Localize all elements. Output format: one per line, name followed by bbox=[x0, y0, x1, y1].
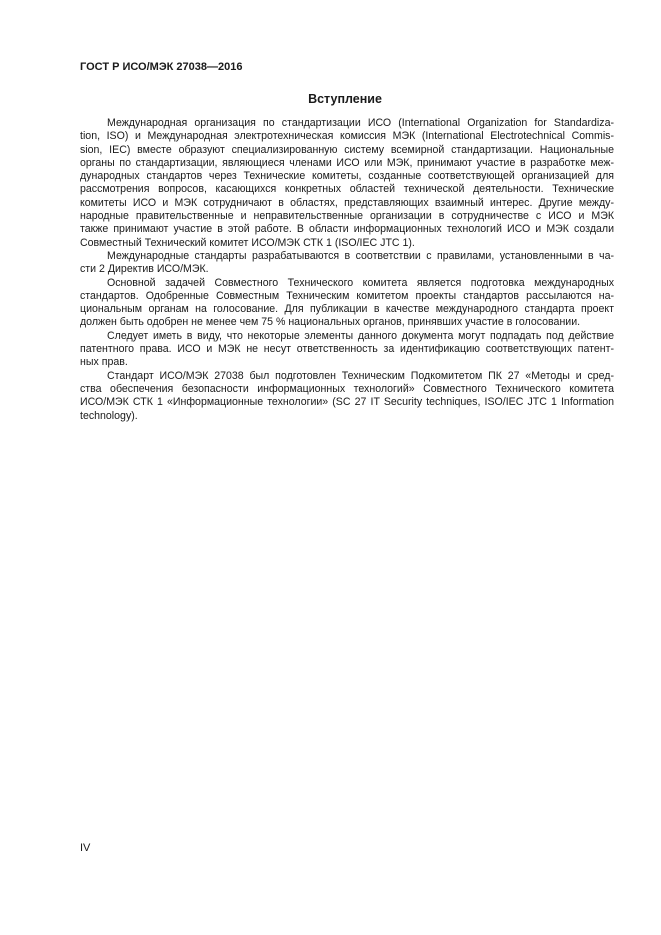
text-line: ства обеспечения безопасности информационных технологий» Совместного Технического комитета bbox=[80, 382, 614, 395]
text-line: tion, ISO) и Международная электротехническая комиссия МЭК (International Electrotechnical Commis- bbox=[80, 130, 614, 143]
text-line: ных прав. bbox=[80, 356, 128, 369]
text-line: сти 2 Директив ИСО/МЭК. bbox=[80, 263, 209, 276]
text-line: циональным органам на голосование. Для публикации в качестве международного стандарта проект bbox=[80, 303, 614, 316]
paragraph bbox=[80, 370, 614, 423]
paragraph bbox=[80, 277, 614, 330]
document-header: ГОСТ Р ИСО/МЭК 27038—2016 bbox=[80, 61, 243, 73]
text-line: рассмотрения вопросов, касающихся конкретных областей технической деятельности. Технические bbox=[80, 183, 614, 196]
document-body bbox=[80, 117, 614, 423]
section-title: Вступление bbox=[308, 92, 382, 106]
text-line: народные правительственные и неправительственные организации в сотрудничестве с ИСО и МЭК bbox=[80, 210, 614, 223]
text-line: Основной задачей Совместного Технического комитета является подготовка международных bbox=[107, 276, 614, 289]
paragraph bbox=[80, 117, 614, 250]
text-line: органы по стандартизации, являющиеся членами ИСО или МЭК, принимают участие в разработке меж- bbox=[80, 156, 614, 169]
text-line: Стандарт ИСО/МЭК 27038 был подготовлен Техническим Подкомитетом ПК 27 «Методы и сред- bbox=[107, 369, 614, 382]
text-line: Совместный Технический комитет ИСО/МЭК СТК 1 (ISO/IEC JTC 1). bbox=[80, 236, 415, 249]
text-line: ИСО/МЭК СТК 1 «Информационные технологии» (SC 27 IT Security techniques, ISO/IEC JTC 1 Information bbox=[80, 396, 614, 409]
text-line: дународных стандартов через Технические комитеты, созданные соответствующей организацией для bbox=[80, 170, 614, 183]
text-line: technology). bbox=[80, 409, 138, 422]
text-line: sion, IEC) вместе образуют специализированную систему всемирной стандартизации. Национальные bbox=[80, 143, 614, 156]
text-line: Международные стандарты разрабатываются в соответствии с правилами, установленными в ча- bbox=[107, 249, 614, 262]
text-line: должен быть одобрен не менее чем 75 % национальных органов, принявших участие в голосовании. bbox=[80, 316, 581, 329]
text-line: патентного права. ИСО и МЭК не несут ответственность за идентификацию соответствующих патент- bbox=[80, 343, 614, 356]
text-line: стандартов. Одобренные Совместным Техническим комитетом проекты стандартов рассылаются на- bbox=[80, 289, 614, 302]
text-line: также принимают участие в этой работе. В области информационных технологий ИСО и МЭК создали bbox=[80, 223, 614, 236]
paragraph bbox=[80, 250, 614, 277]
text-line: Международная организация по стандартизации ИСО (International Organization for Standardiza- bbox=[107, 117, 614, 129]
page-number: IV bbox=[80, 842, 91, 854]
text-line: Следует иметь в виду, что некоторые элементы данного документа могут подпадать под действие bbox=[107, 329, 614, 342]
paragraph bbox=[80, 330, 614, 370]
text-line: комитеты ИСО и МЭК сотрудничают в областях, представляющих взаимный интерес. Другие между- bbox=[80, 196, 614, 209]
